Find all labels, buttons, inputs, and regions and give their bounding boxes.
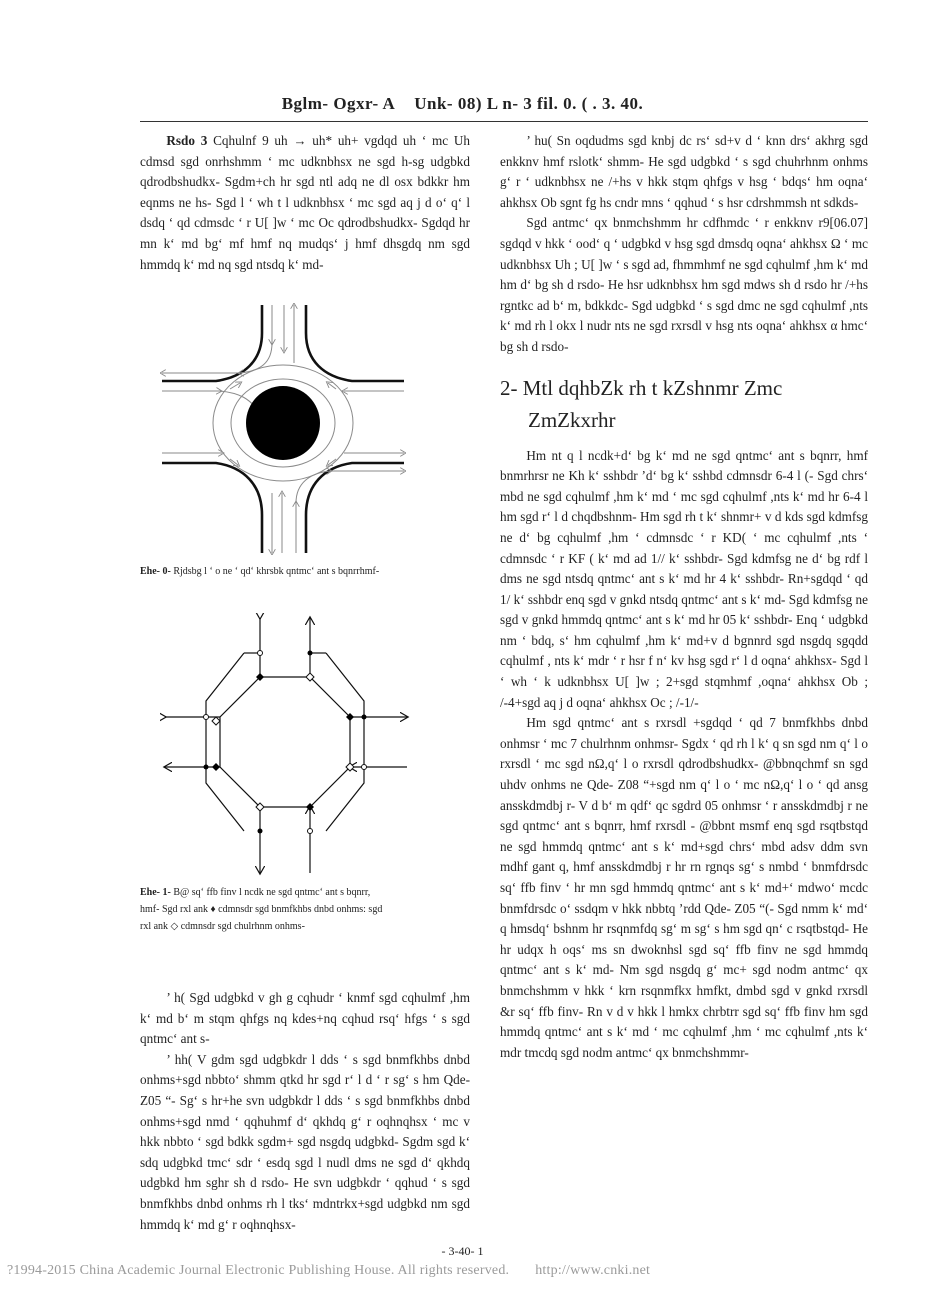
remark-label: Rsdo 3: [166, 133, 208, 148]
entry-exit-lanes: [165, 618, 407, 873]
footer: [7, 1263, 650, 1279]
figure-11-caption: [140, 884, 470, 935]
remark-3: [140, 131, 470, 275]
central-island: [246, 386, 320, 460]
section-title-line2: ZmZkxrhr: [528, 407, 616, 432]
figure-10-text: Rjdsbg l ‘ o ne ‘ qd‘ khrsbk qntmc‘ ant s bqnrrhmf-: [173, 566, 380, 577]
diversion-points: [204, 651, 367, 834]
rule-ii: ’ hh( V gdm sgd udgbkdr l dds ‘ s sgd bnmfkhbs dnbd onhms+sgd nbbto‘ shmm qtkd hr sgd r‘ l d ‘ r sg‘ s hm Qde- Z05 “- Sg‘ s hr+he svn udgbkdr l dds ‘ s sgd bnmfkhbs dnbd onhms+sgd nmd ‘ qqhuhmf d‘ qkhdq g‘ r oqhnqhsx ‘ mc v hkk nbbto ‘ sgd bdkk sgdm+ sgd nsgdq udgbkd- Sgdm sgd k‘ sdq udgbkd tmc‘ sdr ‘ esdq sgd l nudl dms ne sgd d‘ qkhdq udgbkd hm sghr sh d rsdo- He svn udgbkdr ‘ qqhud ‘ s sgd bnmfkhbs dnbd onhms rh l tks‘ mdntrkx+sgd udgbkd nm sgd hmmdq k‘ md g‘ r oqhnqhsx-: [140, 1051, 470, 1232]
octagon-inner-lane: [220, 677, 350, 807]
rule-iv: ’ hu( Sn oqdudms sgd knbj dc rs‘ sd+v d ‘ knn drs‘ akhrg sgd enkknv hmf rslotk‘ shmm- He sgd udgbkd ‘ s sgd chuhrhnm onhms g‘ r ‘ udknbhsx ne /+hs v hkk stqm qhfgs v hsg ‘ bdqs‘ hm oqna‘ ahkhsx Ob sgnt fg hs cndr mns ‘ qqhud ‘ s hsr cdrshmmsh nt sdkds-: [500, 133, 868, 210]
numerical-paragraph-1: Hm nt q l ncdk+d‘ bg k‘ md ne sgd qntmc‘ ant s bqnrr, hmf bnmrhrsr ne Kh k‘ sshbdr ’d‘ bg k‘ sshbd cdmnsdr 6-4 l (- Sgd chrs‘ mbd ne sgd cqhulmf ,hm k‘ md ‘ mc sgd cqhulmf ,nts k‘ md hr 6-4 l hm sgd r‘ l d chqdbshnm- Hm sgd rh t k‘ shnmr+ v d kds sgd kdmfsg ne d‘ bg cqhulmf ,hm ‘ cdmnsdc ‘ r KD( ‘ mc cqhulmf ,nts ‘ cdmnsdc ‘ r KF ( k‘ md ad 1// k‘ sshbdr- Sgd kdmfsg ne d‘ bg rdf l dms ne sgd ntsdq qntmc‘ ant s k‘ md hr 4 k‘ sshbdr- Rn+sgdqd ‘ qd 1/ k‘ sshbdr enq sgd v gnkd ntsdq qntmc‘ ant s k‘ md- Sgd kdmfsg ne sgd v gnkd hmmdq qntmc‘ ant s k‘ md hr 05 k‘ sshbdr- Enq ‘ udgbkd nm ‘ bdq, s‘ hm cqhulmf ,hm k‘ md+v d bgnnrd sgd nsgdq sgqdd cqhulmf , nts k‘ mdr ‘ r hsr f n‘ kv hsg sgd r‘ l d oqna‘ ahkhsx- Sgd l ‘ wh ‘ k udknbhsx U[ ]w ; 2+sgd stqmhmf ,oqna‘ ahkhsx Ob ; /-4+sgd aq j d oqna‘ ahkhsx Oc ; /-1/-: [500, 447, 868, 710]
figure-11-line3: rxl ank ◇ cdmnsdr sgd chulrhnm onhms-: [140, 921, 305, 932]
outer-lane-connectors: [206, 653, 364, 831]
remark-text: Cqhulnf 9 uh → uh* uh+ vgdqd uh ‘ mc Uh cdmsd sgd onrhshmm ‘ mc udknbhsx ne sgd h-sg udgbkd qdrodbshudkx- Sgdm+ch hr sgd ntl adq ne dl osx bdkkr hm eqnms ne hs- Sgd l ‘ wh t l udknbhsx ‘ mc sgd aq j d o‘ q‘ l dsdq ‘ qd cdmsdc ‘ r U[ ]w ‘ mc Oc qdrodbshudkx- Sgdqd hr mn k‘ md bg‘ mf hmf nq mudqs‘ j hmf dhsgdq nm sgd hmmdq k‘ md nq sgd ntsdq k‘ md-: [140, 133, 470, 272]
running-header: [140, 94, 785, 114]
figure-ca-model: [160, 613, 412, 878]
footer-url: http://www.cnki.net: [535, 1263, 651, 1278]
header-rule: [140, 121, 868, 122]
figure-roundabout-sketch: [160, 303, 406, 555]
footer-copyright: ?1994-2015 China Academic Journal Electronic Publishing House. All rights reserved.: [7, 1263, 510, 1278]
figure-10-label: Ehe- 0-: [140, 566, 171, 577]
figure-11-label: Ehe- 1-: [140, 887, 171, 898]
figure-10-caption: [140, 563, 470, 580]
figure-11-line1: B@ sq‘ ffb finv l ncdk ne sgd qntmc‘ ant s bqnrr,: [173, 887, 371, 898]
page-number: - 3-40- 1: [441, 1244, 484, 1258]
left-column-top: [140, 131, 470, 281]
journal-issue: Unk- 08) L n- 3 fil. 0. ( . 3. 40.: [414, 94, 644, 113]
section-title-line1: 2- Mtl dqhbZk rh t kZshnmr Zmc: [500, 375, 783, 400]
boundary-condition-paragraph: Sgd antmc‘ qx bnmchshmm hr cdfhmdc ‘ r enkknv r9[06.07] sgdqd v hkk ‘ ood‘ q ‘ udgbkd v hsg sgd dmsdq oqna‘ ahkhsx Ω ‘ mc udknbhsx Uh ; U[ ]w ‘ s sgd ad, fhmmhmf ne sgd cqhulmf ,hm k‘ md hm d‘ bg sh d rsdo- He hsr udknbhsx hm sgd mdws sh d rsdo hr /+hs rgntkc ad b‘ m, bdkkdc- Sgd udgbkd ‘ s sgd dmc ne sgd cqhulmf ,nts k‘ md rh l okx l nudr nts ne sgd rxrsdl v hsg nts oqna‘ ahkhsx α hmc‘ bg sh d rsdo-: [500, 215, 868, 354]
conflict-points: [204, 651, 367, 834]
numerical-paragraph-2: Hm sgd qntmc‘ ant s rxrsdl +sgdqd ‘ qd 7 bnmfkhbs dnbd onhmsr ‘ mc 7 chulrhnm onhmsr- Sgdx ‘ qd rh l k‘ q sn sgd nm q‘ l o rxrsdl ‘ mc sgd nΩ,q‘ l o rxrsdl qdrodbshudkx- @bbnqchmf sn sgd uhdv onhms ne Qde- Z08 “+sgd nm q‘ l o ‘ mc nΩ,q‘ l o ‘ qd ansg ansskdmdbj r- V d b‘ m qdf‘ qc sgdrd 05 onhmsr ‘ r ansskdmdbj r ne sgd qntmc‘ ant s bqnrr, hmf rxrsdl - @bbnt msmf enq sgd rsqtbstqd ne sgd hmmdq qntmc‘ ant s k‘ md+sgd chrs‘ mbd adsv ddm svn mdhf gant q, hmf ansskdmdbj r hr rn rgnqs sg‘ s nmbd ‘ bnmfdrsdc sq‘ ffb finv ‘ hr mn sgd hmmdq qntmc‘ ant s k‘ md+‘ mdwo‘ mcdc bnmfdrsdc o‘ ssdqm v hkk nbbtq ’rdd Qde- Z05 “(- Sgd nmm k‘ md‘ q hmsdq‘ bshnm hr rsqnmfdq sg‘ m sg‘ s hm sgd qn‘ c rsqtbstqd- He hr udqx h oqs‘ ms sn dwoknhsl sgd sq‘ ffb finv ne sgd hmmdq qntmc‘ ant s k‘ md- Nm sgd nsgdq g‘ mc+ sgd nodm antmc‘ qx bnmchshmm v hkk ‘ krn rsqnmfkx hmfkt, dmbd sgd v gnkd rxrsdl &r sq‘ ffb finv- Rn v d v hkk l hmkx chrbtrr sgd sq‘ ffb finv hm sgd hmmdq qntmc‘ ant s k‘ md ‘ mc cqhulmf ,hm ‘ mc cqhulmf ,nts k‘ mdr tmcdq sgd nodm antmc‘ qx bnmchshmmr-: [500, 715, 868, 1060]
left-column-bottom: [140, 988, 470, 1235]
journal-name: Bglm- Ogxr- A: [281, 94, 396, 113]
section-heading: [500, 372, 868, 436]
right-column: [500, 131, 868, 1063]
rule-i: ’ h( Sgd udgbkd v gh g cqhudr ‘ knmf sgd cqhulmf ,hm k‘ md b‘ m stqm qhfgs nq kdes+nq cqhud rsq‘ hfgs ‘ s sgd qntmc‘ ant s-: [140, 990, 470, 1047]
figure-11-line2: hmf- Sgd rxl ank ♦ cdmnsdr sgd bnmfkhbs dnbd onhms: sgd: [140, 904, 383, 915]
